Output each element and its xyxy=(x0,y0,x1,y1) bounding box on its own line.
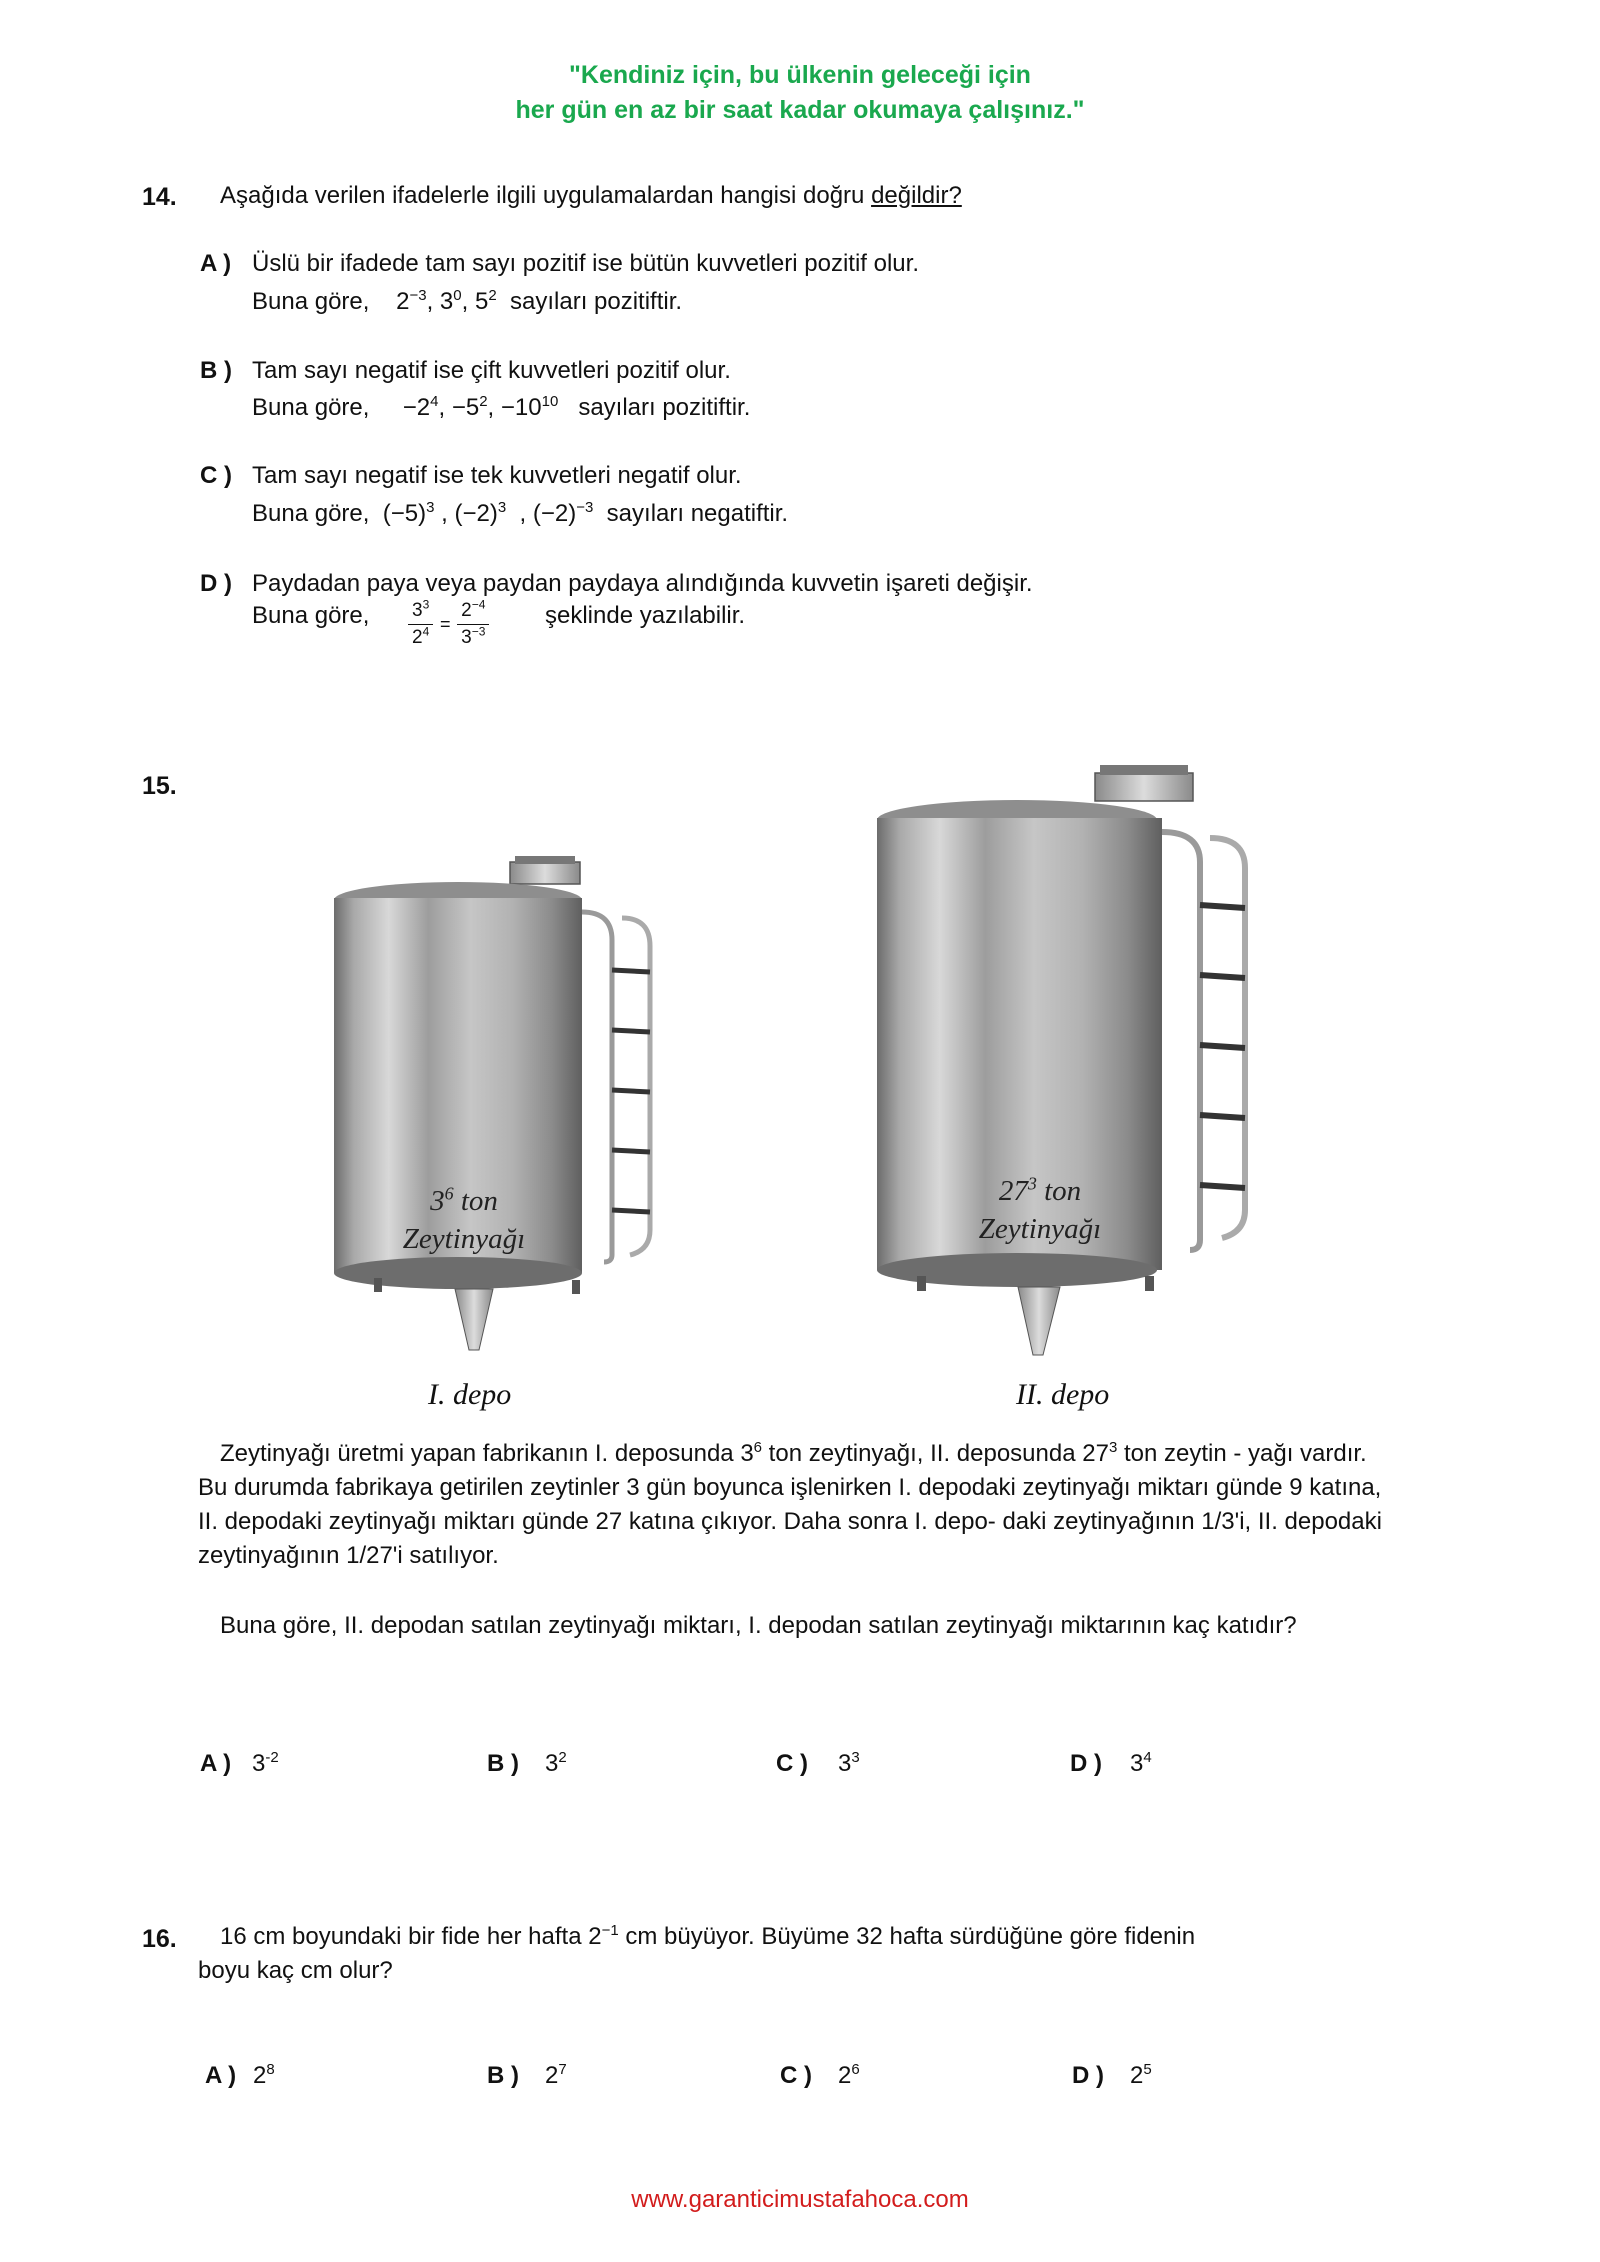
q14-option-b-line2: Buna göre, $-2^4$, $-5^2$, $-10^{10}$ sayıları pozitiftir. xyxy=(252,393,751,421)
tank-1-manhole xyxy=(510,862,580,884)
tank-1-cone xyxy=(455,1289,493,1350)
question-14-number: 14. xyxy=(142,183,177,211)
fraction-left: $\frac{3^3}{2^4}$ xyxy=(408,600,433,649)
q15-choice-c: C ) $3^3$ xyxy=(776,1749,860,1777)
question-16-stem-line2: boyu kaç cm olur? xyxy=(198,1957,393,1984)
q14-option-d-line2-prefix: Buna göre, xyxy=(252,602,370,629)
footer-url[interactable]: www.garanticimustafahoca.com xyxy=(631,2186,969,2213)
q16-choice-d: D ) $2^5$ xyxy=(1072,2061,1152,2089)
tank-2 xyxy=(877,765,1245,1355)
q15-choice-d: D ) $3^4$ xyxy=(1070,1749,1152,1777)
question-15-number: 15. xyxy=(142,772,177,800)
q14-option-a-line1: A ) Üslü bir ifadede tam sayı pozitif ise bütün kuvvetleri pozitif olur. xyxy=(200,250,919,277)
q14-option-a-line2: Buna göre, $2^{-3}$, $3^0$, $5^2$ sayıları pozitiftir. xyxy=(252,287,683,315)
q14-option-b-line1: B ) Tam sayı negatif ise çift kuvvetleri pozitif olur. xyxy=(200,357,731,384)
tank-1-label: $3^6$ ton Zeytinyağı xyxy=(402,1183,526,1255)
q14-option-d-line2-suffix: şeklinde yazılabilir. xyxy=(545,602,746,629)
tank-2-caption: II. depo xyxy=(1016,1378,1110,1411)
underlined-word: değildir? xyxy=(871,182,962,209)
q16-choice-a: A ) $2^8$ xyxy=(205,2061,275,2089)
question-14-stem: Aşağıda verilen ifadelerle ilgili uygulamalardan hangisi doğru değildir? xyxy=(220,182,962,209)
question-16-stem-line1: 16 cm boyundaki bir fide her hafta $2^{-1}$ cm büyüyor. Büyüme 32 hafta sürdüğüne göre fidenin xyxy=(220,1922,1196,1950)
q15-choice-b: B ) $3^2$ xyxy=(487,1749,567,1777)
q14-option-d-line1: D ) Paydadan paya veya paydan paydaya alındığında kuvvetin işareti değişir. xyxy=(200,570,1033,597)
q15-choice-a: A ) $3^{-2}$ xyxy=(200,1749,279,1777)
header-quote-line2: her gün en az bir saat kadar okumaya çalışınız." xyxy=(515,96,1085,124)
question-16-number: 16. xyxy=(142,1925,177,1953)
q14-option-d-fraction-equation: $\frac{3^3}{2^4}$ = $\frac{2^{-4}}{3^{-3}}$ xyxy=(408,600,489,649)
question-15-paragraph-2: Buna göre, II. depodan satılan zeytinyağı miktarı, I. depodan satılan zeytinyağı miktarının kaç katıdır? xyxy=(220,1612,1297,1639)
q14-option-c-line2: Buna göre, $(-5)^3$ , $(-2)^3$ , $(-2)^{-3}$ sayıları negatiftir. xyxy=(252,499,789,527)
tank-1-ladder-rail xyxy=(582,912,612,1262)
question-15-paragraph-1: Zeytinyağı üretmi yapan fabrikanın I. deposunda $3^6$ ton zeytinyağı, II. deposunda $27^3$ ton zeytin - yağı vardır. Bu durumda fabrikaya getirilen zeytinler 3 gün boyunca işlenirken I. depodaki zeytinyağı miktarı günde 9 katına, II. depodaki zeytinyağı miktarı günde 27 katına çıkıyor. Daha sonra I. depo- daki zeytinyağının 1/3'i, II. depodaki zeytinyağının 1/27'i satılıyor. xyxy=(198,1439,1382,1569)
tank-2-cone xyxy=(1018,1287,1060,1355)
q14-option-c-line1: C ) Tam sayı negatif ise tek kuvvetleri negatif olur. xyxy=(200,462,742,489)
tank-2-manhole xyxy=(1095,773,1193,801)
tank-1 xyxy=(334,856,650,1350)
fraction-right: $\frac{2^{-4}}{3^{-3}}$ xyxy=(457,600,489,649)
header-quote-line1: "Kendiniz için, bu ülkenin geleceği için xyxy=(569,61,1031,89)
q16-choice-b: B ) $2^7$ xyxy=(487,2061,567,2089)
tank-1-caption: I. depo xyxy=(428,1378,512,1411)
tank-2-label: $27^3$ ton Zeytinyağı xyxy=(978,1173,1102,1245)
q16-choice-c: C ) $2^6$ xyxy=(780,2061,860,2089)
tank-2-ladder-rail xyxy=(1162,832,1200,1250)
